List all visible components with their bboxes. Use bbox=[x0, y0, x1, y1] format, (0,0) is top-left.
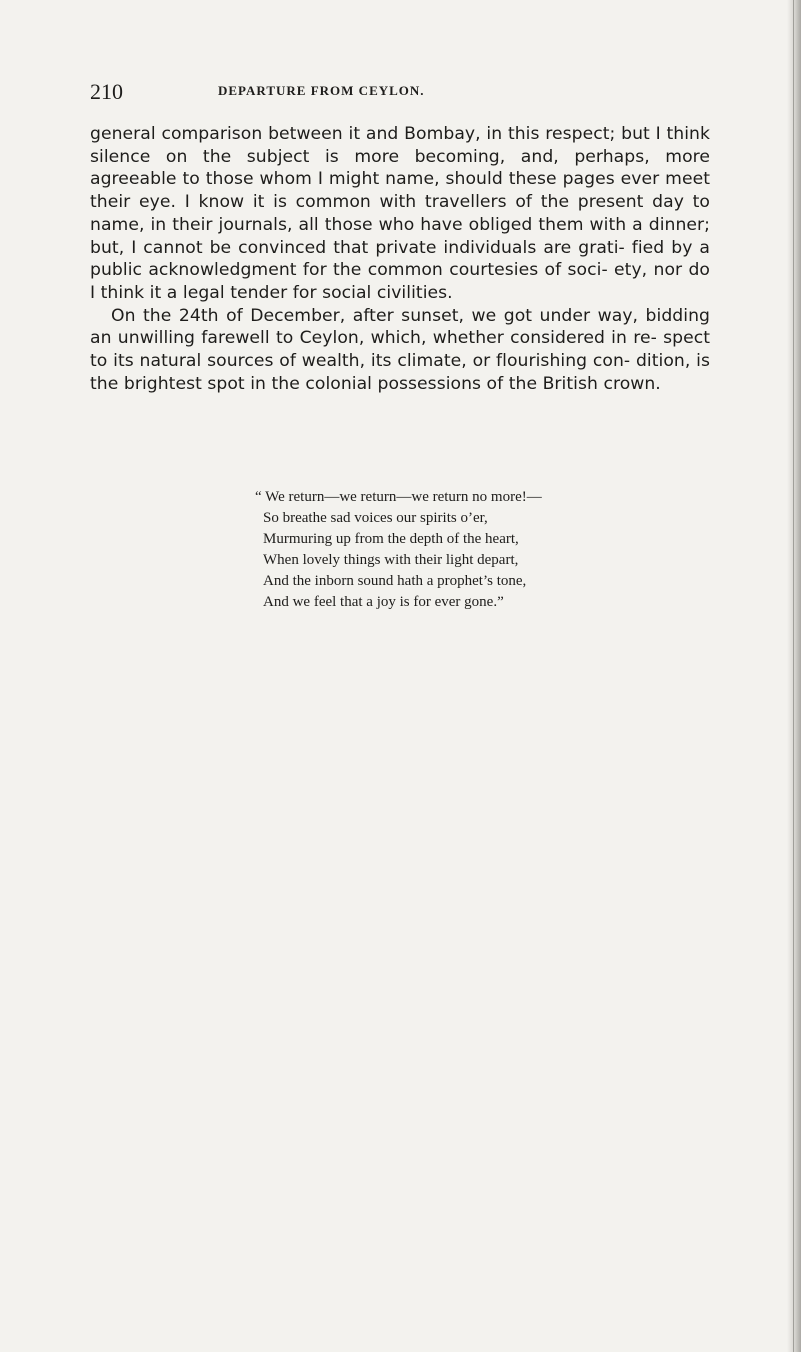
poem-line: Murmuring up from the depth of the heart, bbox=[263, 531, 519, 547]
poem-line: And we feel that a joy is for ever gone.” bbox=[263, 594, 504, 610]
running-head: DEPARTURE FROM CEYLON. bbox=[218, 83, 425, 98]
page-header bbox=[90, 79, 710, 105]
page-edge-line bbox=[793, 0, 794, 1352]
paragraph-2: On the 24th of December, after sunset, we got under way, bidding an unwilling farewell to Ceylon, which, whether considered in re- spect to its natural sources of wealth, its climate, or flourishing con- dition, is the brightest spot in the colonial possessions of the British crown. bbox=[90, 305, 710, 394]
body-text bbox=[90, 123, 710, 395]
page-edge-shadow bbox=[787, 0, 801, 1352]
poem-line: So breathe sad voices our spirits o’er, bbox=[263, 510, 488, 526]
poem-line: When lovely things with their light depart, bbox=[263, 552, 519, 568]
poem-line: And the inborn sound hath a prophet’s tone, bbox=[263, 573, 527, 589]
poem-quotation bbox=[255, 487, 643, 613]
page-number: 210 bbox=[90, 79, 123, 104]
paragraph-1: general comparison between it and Bombay, in this respect; but I think silence on the subject is more becoming, and, perhaps, more agreeable to those whom I might name, should these pages ever meet their eye. I know it is common with travellers of the present day to name, in their journals, all those who have obliged them with a dinner; but, I cannot be convinced that private individuals are grati- fied by a public acknowledgment for the common courtesies of soci- ety, nor do I think it a legal tender for social civilities. bbox=[90, 124, 710, 303]
poem-line: “ We return—we return—we return no more!— bbox=[255, 489, 542, 505]
